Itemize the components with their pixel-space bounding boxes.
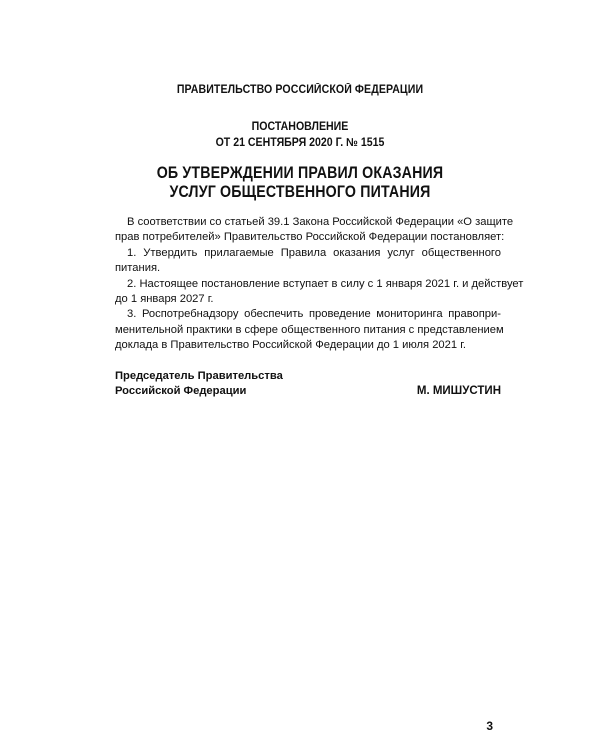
signatory-position [115, 369, 283, 400]
item-3-line: менительной практики в сфере общественного питания с представлением [115, 323, 504, 336]
signatory-position-line-1: Председатель Правительства [115, 370, 283, 382]
decree-date-number: ОТ 21 СЕНТЯБРЯ 2020 Г. № 1515 [215, 137, 385, 149]
signature-block [115, 369, 501, 409]
item-3-paragraph [115, 307, 504, 353]
item-3-line: 3. Роспотребнадзору обеспечить проведение мониторинга правопри- [127, 308, 501, 321]
item-2-paragraph [115, 277, 524, 308]
page-number: 3 [486, 719, 493, 733]
item-1-line: питания. [115, 262, 161, 275]
signatory-position-line-2: Российской Федерации [115, 385, 247, 398]
signatory-name: М. МИШУСТИН [416, 385, 501, 397]
preamble-line: прав потребителей» Правительство Российской Федерации постановляет: [115, 231, 505, 244]
preamble-paragraph [115, 215, 514, 246]
preamble-line: В соответствии со статьей 39.1 Закона Российской Федерации «О защите [127, 216, 514, 228]
decree-title-line-2: УСЛУГ ОБЩЕСТВЕННОГО ПИТАНИЯ [169, 183, 431, 201]
decree-body [115, 215, 524, 354]
decree-title-line-1: ОБ УТВЕРЖДЕНИИ ПРАВИЛ ОКАЗАНИЯ [156, 164, 444, 182]
item-2-line: до 1 января 2027 г. [115, 293, 214, 306]
item-3-line: доклада в Правительство Российской Федерации до 1 июля 2021 г. [115, 339, 467, 352]
issuing-authority: ПРАВИТЕЛЬСТВО РОССИЙСКОЙ ФЕДЕРАЦИИ [176, 84, 424, 96]
item-1-paragraph [115, 246, 501, 277]
decree-type: ПОСТАНОВЛЕНИЕ [251, 121, 349, 133]
item-2-line: 2. Настоящее постановление вступает в силу с 1 января 2021 г. и действует [127, 277, 524, 290]
item-1-line: 1. Утвердить прилагаемые Правила оказания услуг общественного [127, 246, 501, 259]
